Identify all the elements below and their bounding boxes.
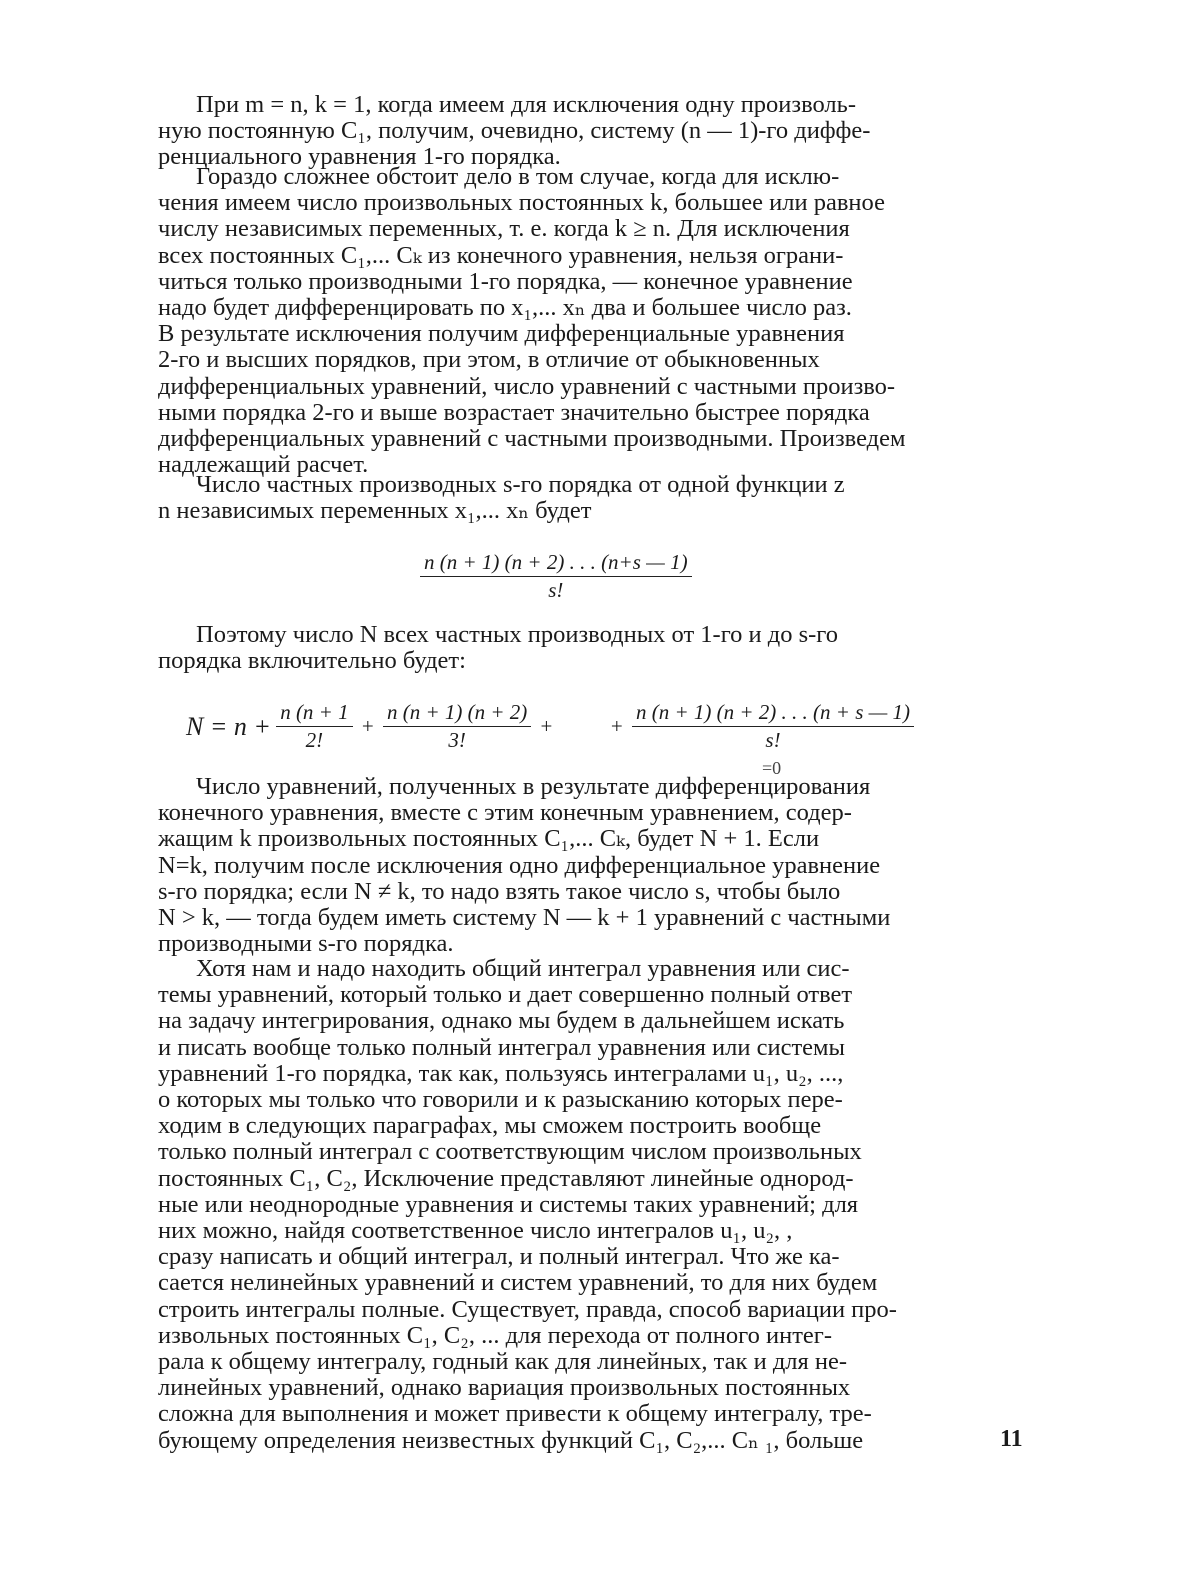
text-line: ходим в следующих параграфах, мы сможем построить вообще (158, 1113, 822, 1140)
text-line: извольных постоянных C₁, C₂, ... для перехода от полного интег- (158, 1322, 832, 1349)
text-line: s-го порядка; если N ≠ k, то надо взять такое число s, чтобы было (158, 878, 841, 905)
fraction-numerator: n (n + 1) (n + 2) . . . (n + s — 1) (632, 700, 914, 727)
formula-lhs: N = n + (186, 711, 271, 741)
page-number: 11 (1000, 1426, 1023, 1452)
text-line: о которых мы только что говорили и к разысканию которых пере- (158, 1087, 843, 1114)
text-line: Число уравнений, полученных в результате дифференцирования (196, 774, 871, 800)
fraction-denominator: 3! (448, 728, 466, 752)
text-line: числу независимых переменных, т. е. когда k ≥ n. Для исключения (158, 216, 850, 243)
text-line: всех постоянных C₁,... Cₖ из конечного уравнения, нельзя ограни- (158, 242, 844, 269)
text-line: n независимых переменных x₁,... xₙ будет (158, 498, 592, 525)
text-line: темы уравнений, который только и дает совершенно полный ответ (158, 982, 853, 1009)
text-line: сразу написать и общий интеграл, и полный интеграл. Что же ка- (158, 1244, 840, 1271)
paragraph-1 (158, 92, 1018, 171)
fraction (632, 700, 914, 753)
fraction (383, 700, 531, 753)
stray-mark: =0 (762, 758, 782, 778)
fraction (276, 700, 352, 753)
plus-sign: + (610, 714, 623, 738)
text-line: надо будет дифференцировать по x₁,... xₙ два и большее число раз. (158, 295, 852, 322)
text-line: на задачу интегрирования, однако мы будем в дальнейшем искать (158, 1008, 845, 1035)
text-line: N > k, — тогда будем иметь систему N — k + 1 уравнений с частными (158, 905, 891, 932)
fraction-denominator: s! (548, 578, 564, 602)
paragraph-4 (158, 622, 1018, 674)
text-line: сложна для выполнения и может привести к общему интегралу, тре- (158, 1401, 872, 1428)
text-line: конечного уравнения, вместе с этим конечным уравнением, содер- (158, 800, 852, 827)
text-line: ными порядка 2-го и выше возрастает значительно быстрее порядка (158, 399, 870, 426)
fraction-denominator: 2! (305, 728, 324, 752)
plus-sign: + (361, 714, 374, 738)
text-line: линейных уравнений, однако вариация произвольных постоянных (158, 1375, 851, 1402)
text-line: бующему определения неизвестных функций C₁, C₂,... Cₙ ₁, больше (158, 1427, 864, 1454)
text-line: 2-го и высших порядков, при этом, в отличие от обыкновенных (158, 347, 820, 374)
paragraph-6 (158, 956, 1018, 1454)
fraction-numerator: n (n + 1) (n + 2) . . . (n+s — 1) (420, 550, 692, 577)
fraction-numerator: n (n + 1) (n + 2) (383, 700, 531, 727)
text-line: чения имеем число произвольных постоянных k, большее или равное (158, 190, 885, 217)
text-line: дифференциальных уравнений с частными производными. Произведем (158, 426, 906, 453)
text-line: Поэтому число N всех частных производных от 1-го и до s-го (196, 622, 838, 648)
text-line: Число частных производных s-го порядка от одной функции z (196, 472, 845, 498)
text-line: N=k, получим после исключения одно дифференциальное уравнение (158, 852, 881, 879)
text-line: производными s-го порядка. (158, 931, 454, 958)
text-line: ную постоянную C₁, получим, очевидно, систему (n — 1)-го диффе- (158, 118, 871, 145)
text-line: уравнений 1-го порядка, так как, пользуясь интегралами u₁, u₂, ..., (158, 1060, 844, 1087)
text-line: сается нелинейных уравнений и систем уравнений, то для них будем (158, 1270, 878, 1297)
fraction (420, 550, 692, 603)
text-line: рала к общему интегралу, годный как для линейных, так и для не- (158, 1349, 848, 1376)
text-line: них можно, найдя соответственное число интегралов u₁, u₂, , (158, 1218, 793, 1245)
text-line: порядка включительно будет: (158, 648, 466, 675)
text-line: строить интегралы полные. Существует, правда, способ вариации про- (158, 1296, 897, 1323)
text-line: Гораздо сложнее обстоит дело в том случае, когда для исклю- (196, 164, 840, 190)
text-line: ренциального уравнения 1-го порядка. (158, 144, 561, 171)
text-line: Хотя нам и надо находить общий интеграл уравнения или сис- (196, 956, 850, 982)
text-line: и писать вообще только полный интеграл уравнения или системы (158, 1034, 845, 1061)
text-line: только полный интеграл с соответствующим числом произвольных (158, 1139, 862, 1166)
plus-sign: + (540, 714, 553, 738)
text-line: При m = n, k = 1, когда имеем для исключения одну произволь- (196, 92, 856, 118)
text-line: надлежащий расчет. (158, 452, 369, 479)
text-line: В результате исключения получим дифференциальные уравнения (158, 321, 845, 348)
fraction-numerator: n (n + 1 (276, 700, 352, 727)
fraction-denominator: s! (765, 728, 781, 752)
paragraph-3 (158, 472, 1018, 524)
text-line: читься только производными 1-го порядка, — конечное уравнение (158, 268, 853, 295)
paragraph-5 (158, 774, 1018, 957)
formula-total-count (186, 700, 914, 753)
text-line: постоянных C₁, C₂, Исключение представляют линейные однород- (158, 1165, 854, 1192)
paragraph-2 (158, 164, 1018, 478)
formula-partial-count (420, 550, 692, 603)
text-line: ные или неоднородные уравнения и системы таких уравнений; для (158, 1191, 859, 1218)
text-line: жащим k произвольных постоянных C₁,... Cₖ, будет N + 1. Если (158, 826, 820, 853)
text-line: дифференциальных уравнений, число уравнений с частными произво- (158, 373, 896, 400)
